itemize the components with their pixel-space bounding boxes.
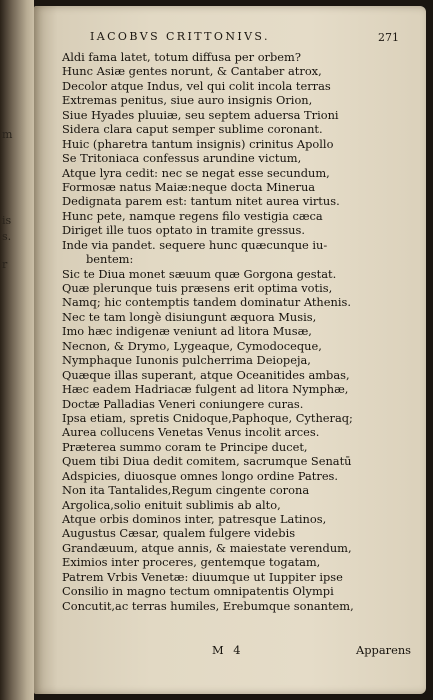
- verse-line: Hæc eadem Hadriacæ fulgent ad litora Nymphæ,: [62, 382, 349, 397]
- verse-line: Consilio in magno tectum omnipatentis Olympi: [62, 584, 334, 599]
- verse-line: Formosæ natus Maiæ:neque docta Minerua: [62, 179, 316, 194]
- verse-line: Quæque illas superant, atque Oceanitides ambas,: [62, 367, 350, 382]
- page-number: 271: [378, 31, 399, 44]
- verse-line: Sidera clara caput semper sublime coronant.: [62, 122, 323, 137]
- gutter-fragment: r: [2, 258, 8, 271]
- verse-line: Augustus Cæsar, qualem fulgere videbis: [62, 526, 296, 541]
- verse-line: Patrem Vrbis Venetæ: diuumque ut Iuppiter ipse: [62, 569, 343, 584]
- verse-line: Nymphaque Iunonis pulcherrima Deiopeja,: [62, 353, 311, 368]
- verse-line: Se Tritoniaca confessus arundine victum,: [62, 151, 302, 166]
- verse-line: Huic (pharetra tantum insignis) crinitus Apollo: [62, 136, 334, 151]
- verse-line: Siue Hyades pluuiæ, seu septem aduersa Trioni: [62, 107, 339, 122]
- verse-line: Doctæ Palladias Veneri coniungere curas.: [62, 396, 304, 411]
- verse-line: Quæ plerunque tuis præsens erit optima votis,: [62, 281, 333, 295]
- gutter-fragment: m: [2, 128, 13, 141]
- verse-line: Sic te Diua monet sæuum quæ Gorgona gestat.: [62, 266, 337, 281]
- verse-line: Hunc Asiæ gentes norunt, & Cantaber atrox,: [62, 64, 322, 79]
- verse-line: Adspicies, diuosque omnes longo ordine Patres.: [62, 468, 339, 483]
- verse-line: Concutit,ac terras humiles, Erebumque sonantem,: [62, 598, 354, 613]
- verse-line: Atque orbis dominos inter, patresque Latinos,: [62, 512, 327, 526]
- verse-line: Necnon, & Drymo, Lygeaque, Cymodoceque,: [62, 338, 322, 353]
- verse-line: Aldi fama latet, totum diffusa per orbem?: [62, 50, 301, 64]
- page-header: [54, 30, 399, 48]
- gutter-fragment: s.: [2, 230, 12, 243]
- verse-line: Ipsa etiam, spretis Cnidoque,Paphoque, Cytheraq;: [62, 410, 353, 425]
- verse-line: Hunc pete, namque regens filo vestigia cæca: [62, 208, 323, 223]
- verse-line: Diriget ille tuos optato in tramite gressus.: [62, 223, 305, 238]
- verse-line: Quem tibi Diua dedit comitem, sacrumque Senatū: [62, 454, 352, 469]
- verse-line: Præterea summo coram te Principe ducet,: [62, 439, 308, 454]
- verse-line: Grandæuum, atque annis, & maiestate verendum,: [62, 540, 352, 555]
- verse-line: Dedignata parem est: tantum nitet aurea virtus.: [62, 194, 340, 209]
- verse-line: Argolica,solio enituit sublimis ab alto,: [62, 497, 281, 512]
- verse-line: Eximios inter proceres, gentemque togatam,: [62, 555, 321, 570]
- signature-mark: M 4: [212, 643, 244, 657]
- facing-page-edge: [0, 0, 34, 700]
- verse-line: Namq; hic contemptis tandem dominatur Athenis.: [62, 295, 351, 310]
- gutter-fragment: is: [2, 214, 12, 227]
- running-head: IACOBVS CRITTONIVS.: [90, 30, 270, 43]
- verse-line: Decolor atque Indus, vel qui colit incola terras: [62, 78, 331, 93]
- verse-line: Non ita Tantalides,Regum cingente corona: [62, 483, 310, 498]
- page-footer: [62, 643, 416, 659]
- verse-text: [62, 50, 416, 613]
- verse-line: bentem:: [86, 252, 134, 267]
- verse-line: Nec te tam longè disiungunt æquora Musis,: [62, 309, 317, 324]
- catchword: Apparens: [356, 643, 411, 657]
- verse-line: Atque lyra cedit: nec se negat esse secundum,: [62, 165, 330, 180]
- verse-line: Aurea collucens Venetas Venus incolit arces.: [62, 425, 320, 440]
- verse-line: Imo hæc indigenæ veniunt ad litora Musæ,: [62, 324, 312, 339]
- verse-line: Inde via pandet. sequere hunc quæcunque iu-: [62, 237, 328, 252]
- verse-line: Extremas penitus, siue auro insignis Orion,: [62, 93, 313, 108]
